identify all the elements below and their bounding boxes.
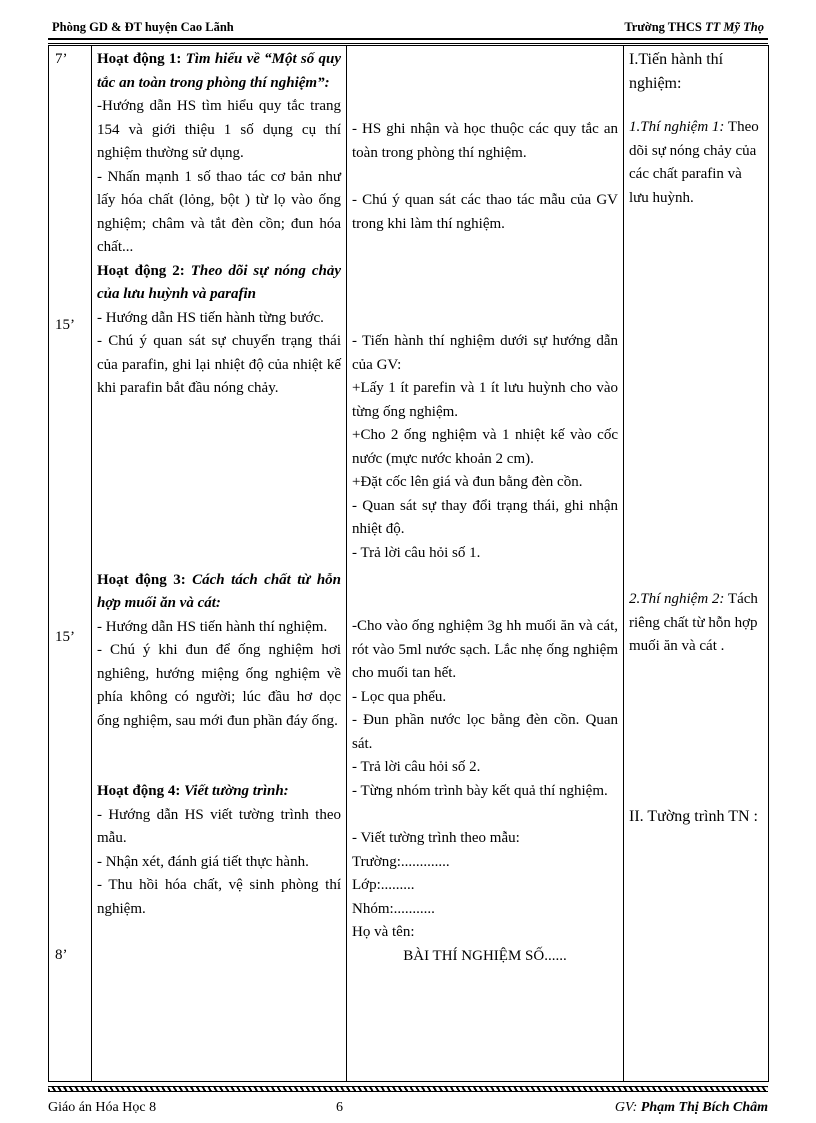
experiment-2-label: 2.Thí nghiệm 2: [629, 591, 725, 607]
activity-label: Hoạt động 3: [97, 571, 186, 588]
page-footer [48, 1100, 768, 1120]
student-step: - Trả lời câu hỏi số 1. [352, 544, 481, 561]
experiment-2-text: Tách riêng chất từ hỗn hợp muối ăn và cát . [629, 591, 758, 654]
student-step: Trường:............. [352, 853, 450, 870]
section-1-heading: I.Tiến hành thí nghiệm: [629, 51, 724, 92]
footer-rule [48, 1086, 768, 1092]
student-activity-column [347, 46, 624, 1082]
page-number: 6 [336, 1100, 343, 1115]
student-step: - Quan sát sự thay đổi trạng thái, ghi nhận nhiệt độ. [352, 497, 618, 537]
student-step: +Lấy 1 ít parefin và 1 ít lưu huỳnh cho vào từng ống nghiệm. [352, 380, 618, 420]
activity-3 [97, 569, 341, 734]
activity-title: Tìm hiểu về “Một số quy tắc an toàn trong phòng thí nghiệm”: [97, 51, 341, 91]
time-column [49, 46, 92, 1082]
time-row-2: 15’ [55, 317, 75, 333]
activity-step: - Thu hồi hóa chất, vệ sinh phòng thí nghiệm. [97, 877, 341, 917]
time-row-3: 15’ [55, 629, 75, 645]
footer-teacher-name: Phạm Thị Bích Châm [640, 1100, 768, 1115]
header-rule [48, 38, 768, 44]
activity-label: Hoạt động 1: [97, 51, 182, 67]
section-2-heading: II. Tường trình TN : [629, 807, 758, 825]
activity-label: Hoạt động 4: [97, 783, 181, 799]
student-step: Nhóm:........... [352, 900, 435, 917]
student-step: - Lọc qua phểu. [352, 688, 447, 705]
experiment-1 [629, 116, 763, 210]
student-step: - Chú ý quan sát các thao tác mẫu của GV trong khi làm thí nghiệm. [352, 192, 618, 232]
student-step: Họ và tên: [352, 924, 415, 940]
student-step: - Từng nhóm trình bày kết quả thí nghiệm. [352, 782, 608, 799]
student-step: +Đặt cốc lên giá và đun bằng đèn cồn. [352, 474, 583, 490]
experiment-1-label: 1.Thí nghiệm 1: [629, 119, 725, 135]
footer-teacher [615, 1100, 768, 1116]
activity-title: Theo dõi sự nóng chảy của lưu huỳnh và parafin [97, 262, 342, 302]
student-step: +Cho 2 ống nghiệm và 1 nhiệt kế vào cốc nước (mực nước khoản 2 cm). [352, 427, 618, 467]
table-row [49, 46, 769, 1082]
experiment-1-text: Theo dõi sự nóng chảy của các chất parafin và lưu huỳnh. [629, 119, 759, 206]
activity-label: Hoạt động 2: [97, 262, 185, 279]
report-title: BÀI THÍ NGHIỆM SỐ...... [403, 947, 567, 964]
activity-step: - Hướng dẫn HS tiến hành từng bước. [97, 309, 324, 326]
student-step: - Đun phần nước lọc bằng đèn cồn. Quan sát. [352, 712, 618, 752]
activity-title: Viết tường trình: [184, 783, 289, 799]
teacher-activity-column [92, 46, 347, 1082]
header-school-prefix: Trường THCS [624, 20, 702, 34]
student-step: - Viết tường trình theo mẫu: [352, 830, 520, 846]
header-school-name: TT Mỹ Thọ [704, 20, 764, 34]
activity-step: - Hướng dẫn HS viết tường trình theo mẫu. [97, 806, 341, 846]
student-step: - Trả lời câu hỏi số 2. [352, 759, 481, 775]
activity-2 [97, 260, 341, 401]
student-step: -Cho vào ống nghiệm 3g hh muối ăn và cát, rót vào 5ml nước sạch. Lắc nhẹ ống nghiệm cho muối tan hết. [352, 618, 618, 681]
activity-1 [97, 48, 341, 260]
time-row-1: 7’ [55, 51, 68, 67]
activity-4 [97, 780, 341, 921]
page-header [52, 18, 764, 40]
content-column [624, 46, 769, 1082]
activity-step: - Chú ý quan sát sự chuyển trạng thái của parafin, ghi lại nhiệt độ của nhiệt kế khi parafin bắt đầu nóng chảy. [97, 333, 341, 396]
activity-step: -Hướng dẫn HS tìm hiểu quy tắc trang 154 và giới thiệu 1 số dụng cụ thí nghiệm thường sử dụng. [97, 98, 341, 161]
activity-step: - Nhận xét, đánh giá tiết thực hành. [97, 853, 309, 870]
activity-title: Cách tách chất từ hỗn hợp muối ăn và cát: [97, 571, 342, 611]
student-step: Lớp:......... [352, 877, 415, 893]
activity-step: - Nhấn mạnh 1 số thao tác cơ bản như lấy hóa chất (lỏng, bột ) từ lọ vào ống nghiệm; châm và tắt đèn cồn; đun hóa chất... [97, 168, 341, 255]
student-step: - Tiến hành thí nghiệm dưới sự hướng dẫn của GV: [352, 333, 618, 373]
activity-step: - Chú ý khi đun để ống nghiệm hơi nghiêng, hướng miệng ống nghiệm về phía không có người; lúc đầu hơ dọc ống nghiệm, sau mới đun phần đáy ống. [97, 642, 341, 729]
time-row-4: 8’ [55, 947, 68, 963]
header-department: Phòng GD & ĐT huyện Cao Lãnh [52, 20, 234, 34]
student-step: - HS ghi nhận và học thuộc các quy tắc an toàn trong phòng thí nghiệm. [352, 121, 618, 161]
experiment-2 [629, 588, 763, 659]
footer-teacher-label: GV: [614, 1100, 638, 1115]
activity-step: - Hướng dẫn HS tiến hành thí nghiệm. [97, 618, 328, 635]
lesson-plan-table [48, 45, 769, 1082]
footer-subject: Giáo án Hóa Học 8 [48, 1100, 157, 1115]
header-school [624, 20, 764, 35]
